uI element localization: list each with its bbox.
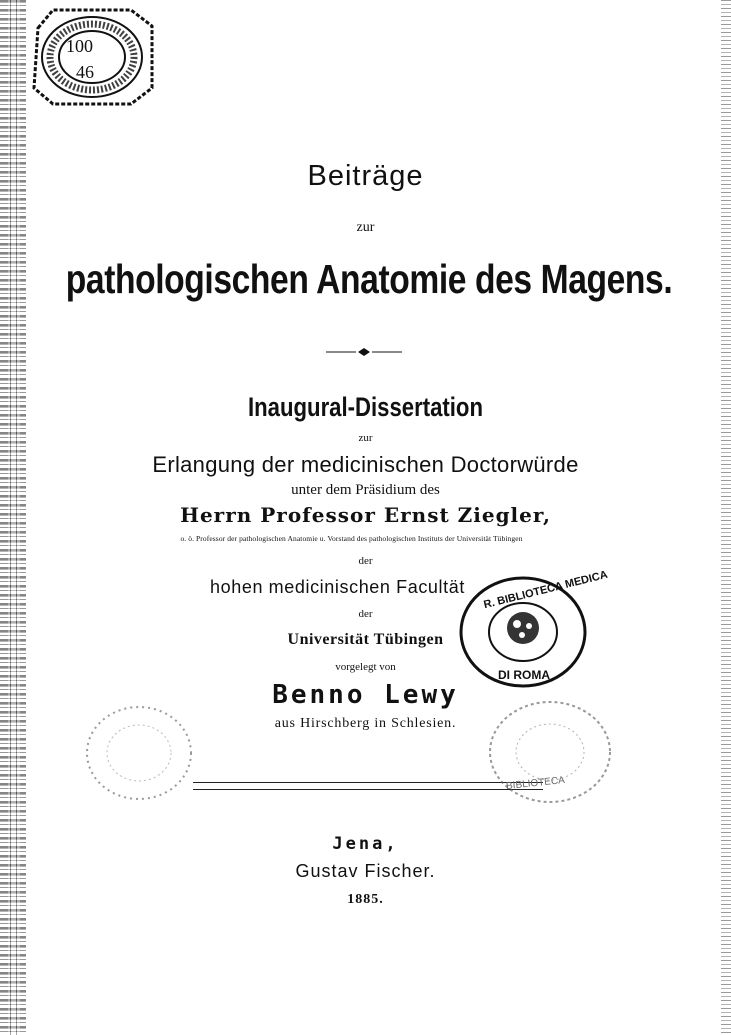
stamp-number-bottom: 46 [76,62,94,82]
title-zur: zur [356,220,375,235]
library-stamp-right [454,568,609,692]
dissertation-heading: Inaugural-Dissertation [248,392,483,422]
faded-stamp-bottom-right [486,698,614,806]
imprint-year: 1885. [347,892,384,907]
der-line-2: der [358,608,373,620]
faded-stamp-text: BIBLIOTECA [505,774,566,793]
faded-stamp-left [84,703,194,803]
erlangung-line: Erlangung der medicinischen Doctorwürde [152,452,579,477]
herrn-professor-line: Herrn Professor Ernst Ziegler, [180,503,551,527]
round-stamp-top-text: R. BIBLIOTECA MEDICA [482,568,609,612]
dissertation-zur: zur [358,432,373,444]
main-title: pathologischen Anatomie des Magens. [65,256,673,302]
round-stamp-bottom-text: DI ROMA [498,668,550,682]
imprint-city: Jena, [332,834,399,854]
professor-subtitle: o. ö. Professor der pathologischen Anatomie u. Vorstand des pathologischen Instituts der Universität Tübingen [180,534,523,543]
stamp-seal-icon [28,8,156,106]
vorgelegt-line: vorgelegt von [335,661,396,673]
title-beitraege: Beiträge [307,160,424,192]
stamp-number-top: 100 [66,36,93,56]
praesidium-line: unter dem Präsidium des [291,482,440,498]
author-name: Benno Lewy [272,680,459,710]
universitaet-line: Universität Tübingen [287,631,444,648]
library-stamp-top-left [28,8,156,106]
herkunft-line: aus Hirschberg in Schlesien. [274,716,457,731]
imprint-publisher: Gustav Fischer. [295,861,436,881]
der-line-1: der [358,555,373,567]
fakultaet-line: hohen medicinischen Facultät [210,577,465,597]
ornament-divider [326,345,402,357]
